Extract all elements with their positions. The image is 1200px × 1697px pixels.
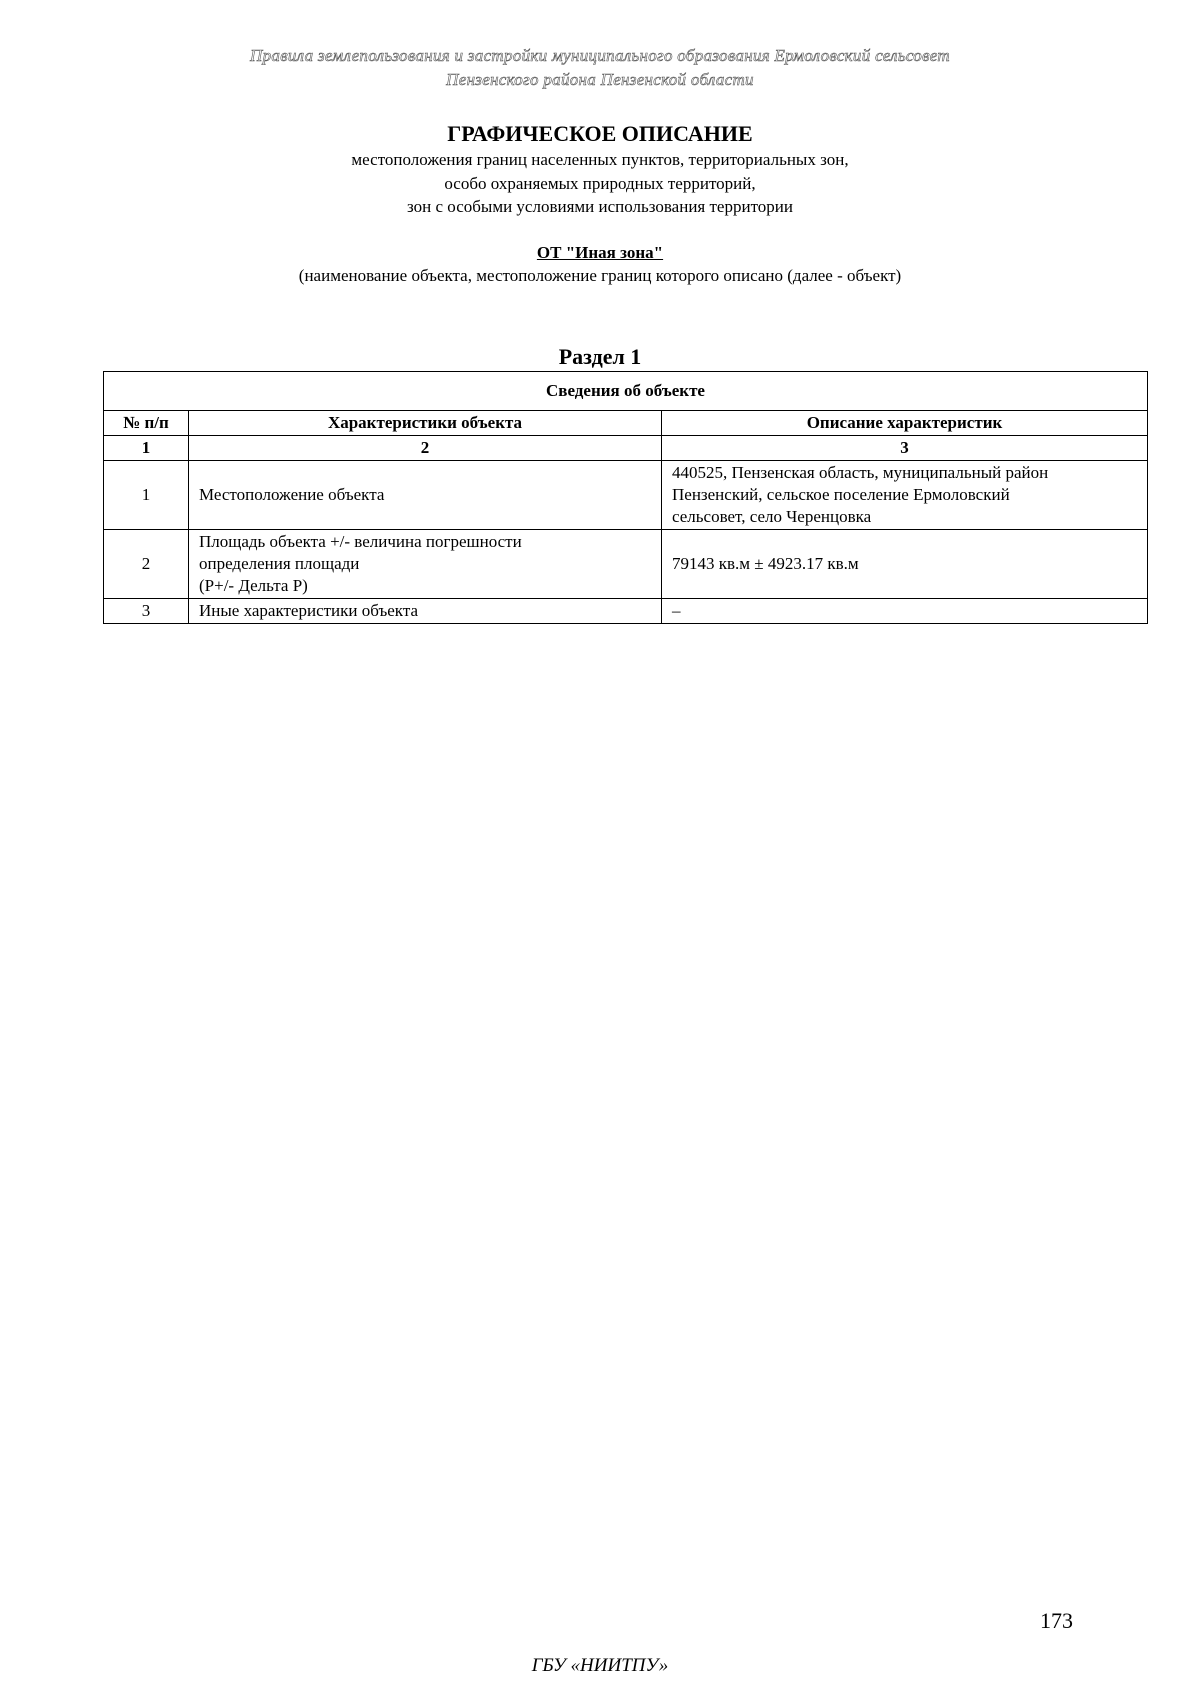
description-line: Пензенский, сельское поселение Ермоловский — [672, 485, 1010, 504]
row-number: 2 — [104, 530, 189, 599]
row-characteristic — [189, 461, 662, 530]
header-number: № п/п — [104, 411, 189, 436]
table-row — [104, 599, 1148, 624]
characteristic-line: Площадь объекта +/- величина погрешности — [199, 532, 522, 551]
table-caption: Сведения об объекте — [104, 372, 1148, 411]
subtitle-line-3: зон с особыми условиями использования территории — [407, 197, 793, 216]
section-title: Раздел 1 — [558, 344, 642, 369]
table-header-row — [104, 411, 1148, 436]
row-description — [662, 461, 1148, 530]
description-line: 79143 кв.м ± 4923.17 кв.м — [672, 554, 859, 573]
characteristic-line: Иные характеристики объекта — [199, 601, 419, 620]
object-name-note: (наименование объекта, местоположение границ которого описано (далее - объект) — [298, 266, 902, 285]
page-footer: ГБУ «НИИТПУ» — [531, 1655, 669, 1676]
characteristic-line: (Р+/- Дельта Р) — [199, 576, 308, 595]
column-number-3: 3 — [662, 436, 1148, 461]
document-title: ГРАФИЧЕСКОЕ ОПИСАНИЕ — [447, 121, 753, 146]
header-characteristic: Характеристики объекта — [189, 411, 662, 436]
subtitle-line-2: особо охраняемых природных территорий, — [444, 174, 756, 193]
description-line: – — [672, 601, 681, 620]
subtitle-line-1: местоположения границ населенных пунктов, территориальных зон, — [351, 150, 849, 169]
table-row — [104, 461, 1148, 530]
running-header-line-2: Пензенского района Пензенской области — [446, 70, 754, 89]
column-number-1: 1 — [104, 436, 189, 461]
running-header-line-1: Правила землепользования и застройки муниципального образования Ермоловский сельсовет — [250, 46, 950, 65]
table-row — [104, 530, 1148, 599]
table-caption-row — [104, 372, 1148, 411]
row-characteristic — [189, 530, 662, 599]
object-name — [0, 243, 1200, 263]
characteristic-line: Местоположение объекта — [199, 485, 385, 504]
object-name-text: ОТ "Иная зона" — [536, 243, 664, 262]
row-description — [662, 530, 1148, 599]
description-line: сельсовет, село Черенцовка — [672, 507, 872, 526]
characteristic-line: определения площади — [199, 554, 360, 573]
column-number-row — [104, 436, 1148, 461]
object-info-table — [103, 371, 1148, 624]
page-number: 173 — [1040, 1608, 1073, 1633]
row-characteristic — [189, 599, 662, 624]
row-number: 1 — [104, 461, 189, 530]
row-number: 3 — [104, 599, 189, 624]
description-line: 440525, Пензенская область, муниципальный район — [672, 463, 1049, 482]
column-number-2: 2 — [189, 436, 662, 461]
header-description: Описание характеристик — [662, 411, 1148, 436]
row-description — [662, 599, 1148, 624]
